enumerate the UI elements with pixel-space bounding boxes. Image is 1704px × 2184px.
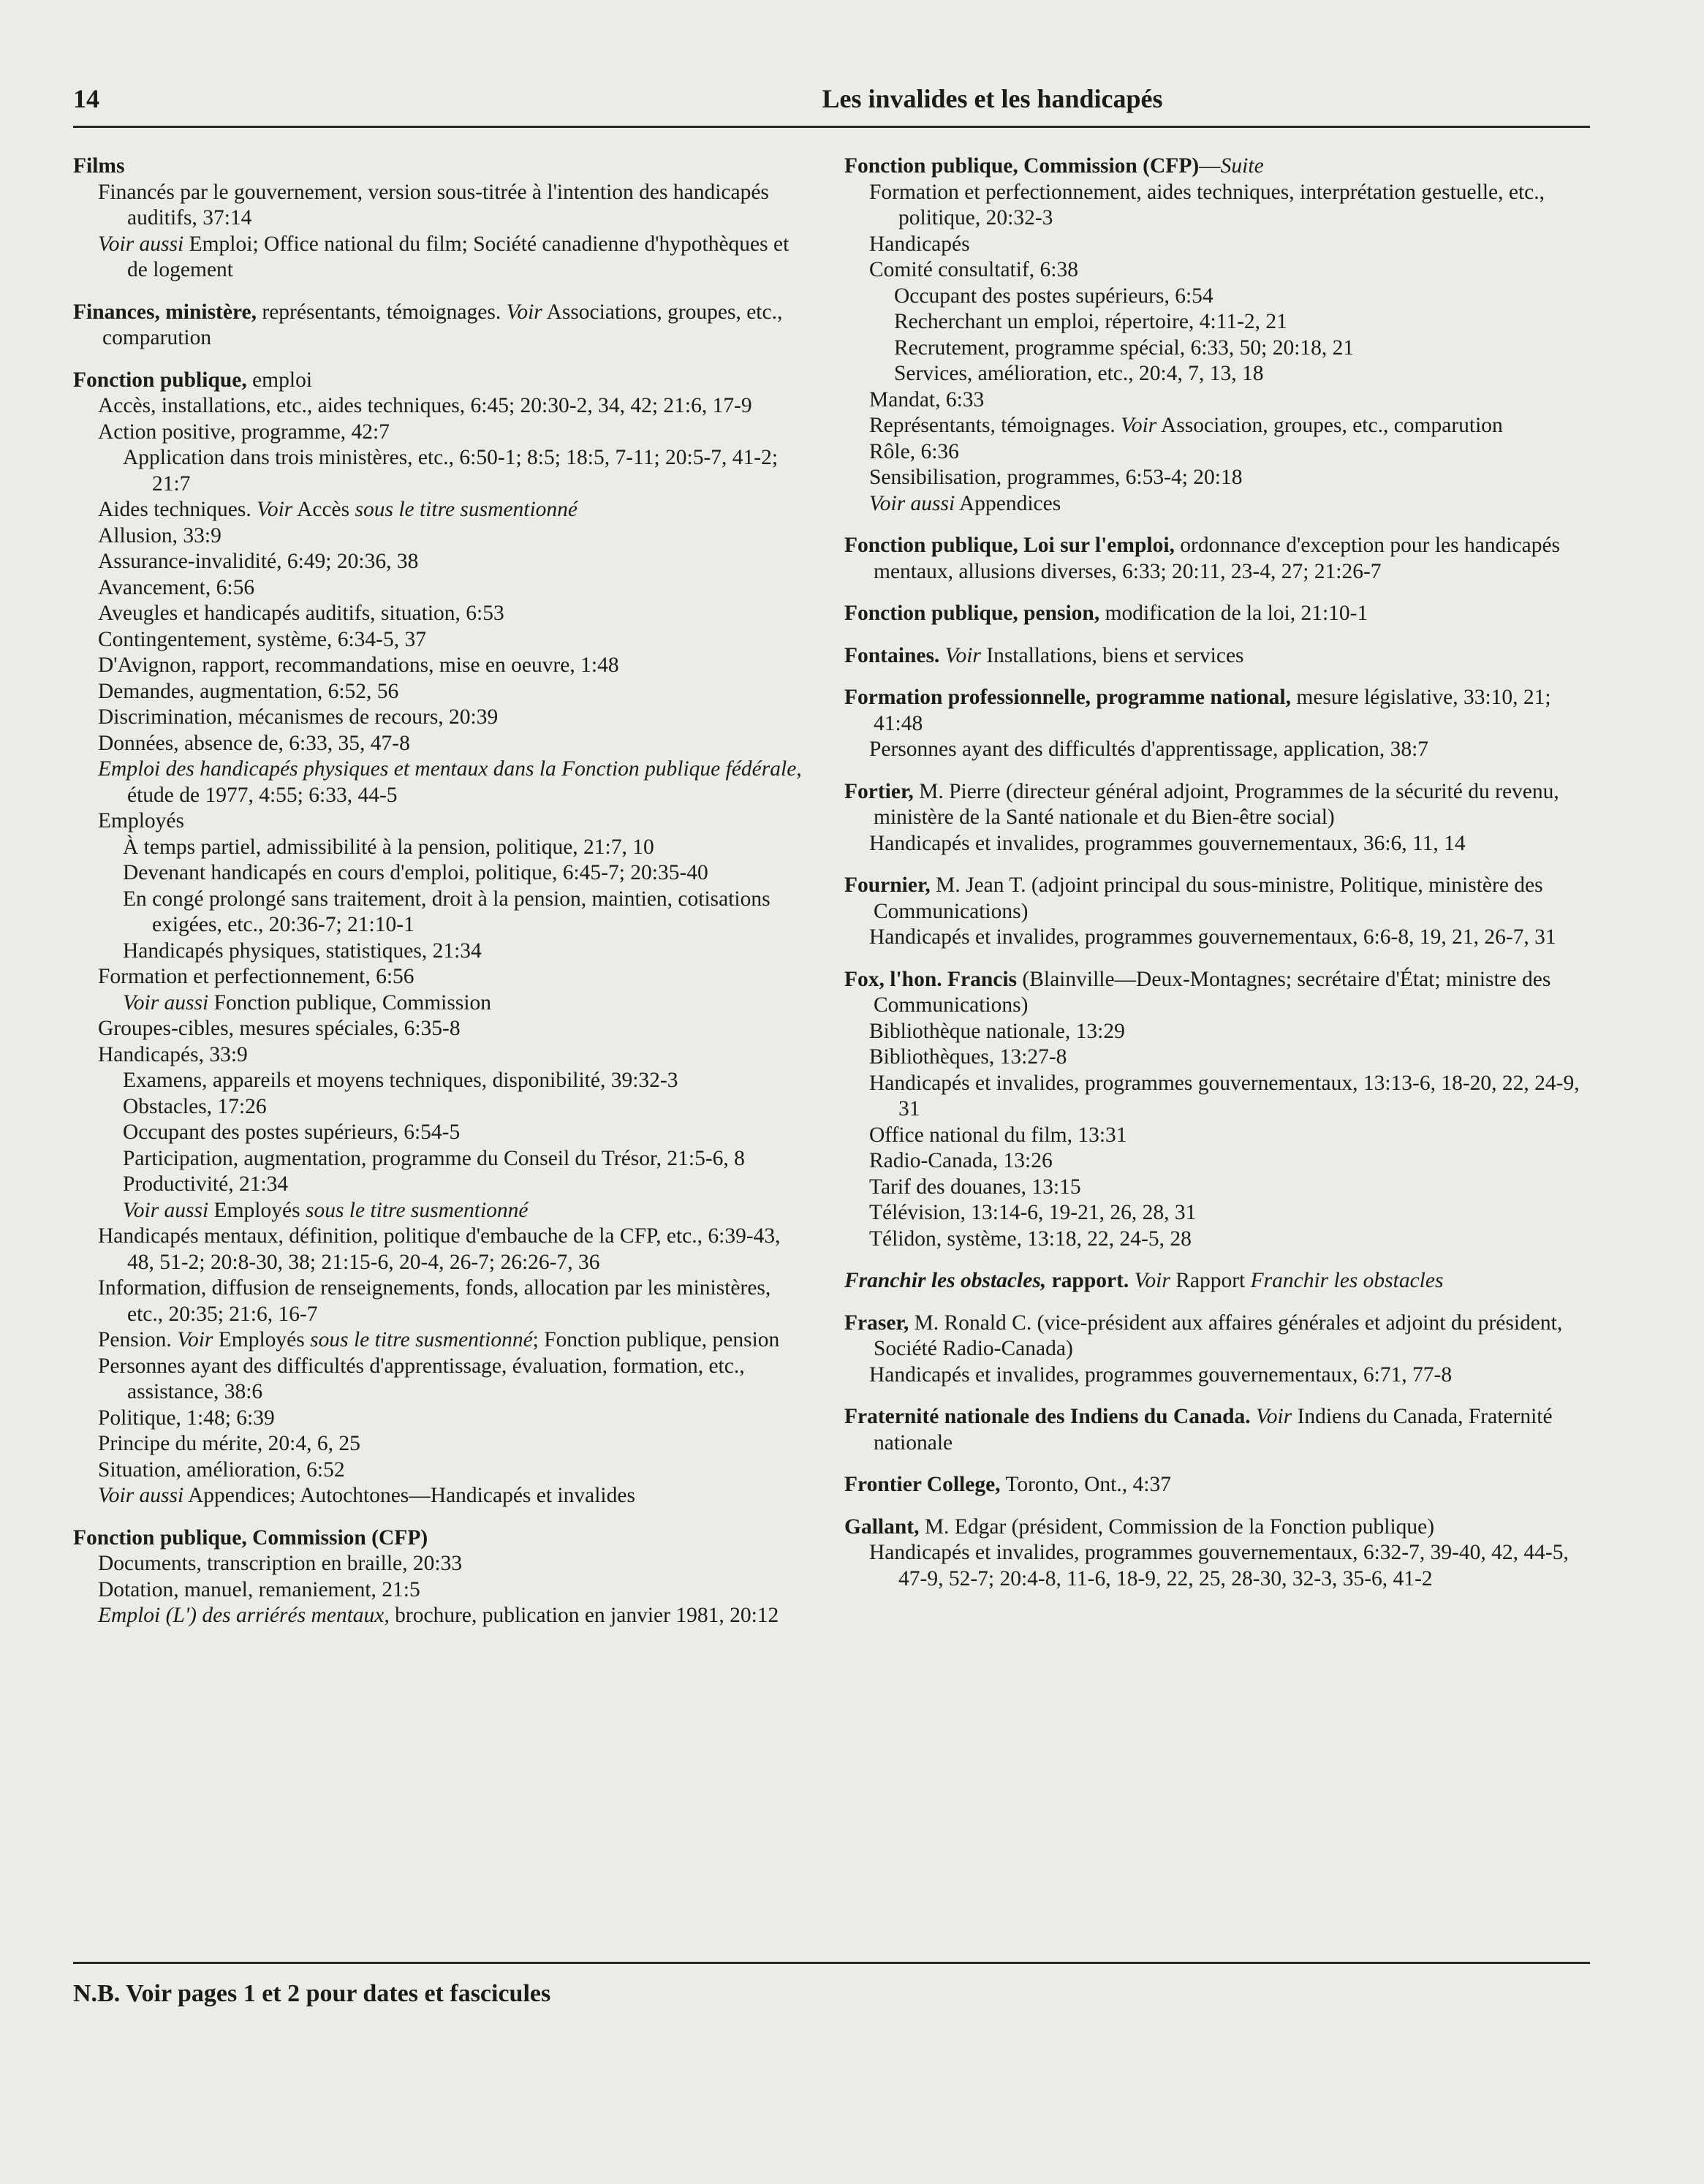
entry-subentry: Obstacles, 17:26: [123, 1094, 267, 1118]
entry-subentry: Situation, amélioration, 6:52: [98, 1457, 345, 1482]
footer-note: N.B. Voir pages 1 et 2 pour dates et fascicules: [73, 1962, 1590, 2008]
entry-subentry: Rôle, 6:36: [869, 439, 959, 463]
entry-subentry: Aides techniques. Voir Accès sous le titre susmentionné: [98, 498, 578, 521]
entry-subentry: Handicapés et invalides, programmes gouvernementaux, 36:6, 11, 14: [869, 831, 1466, 855]
entry-heading: Fortier, M. Pierre (directeur général adjoint, Programmes de la sécurité du revenu, ministère de la Santé nationale et du Bien-être social): [844, 779, 1559, 829]
entry-subentry: Information, diffusion de renseignements, fonds, allocation par les ministères, etc., 20:35; 21:6, 16-7: [98, 1276, 771, 1326]
entry-subentry: Handicapés et invalides, programmes gouvernementaux, 13:13-6, 18-20, 22, 24-9, 31: [869, 1071, 1580, 1121]
entry-subentry: Politique, 1:48; 6:39: [98, 1406, 275, 1430]
index-entry: [844, 1268, 1590, 1294]
entry-heading: Fonction publique, emploi: [73, 368, 313, 392]
entry-subentry: Emploi (L') des arriérés mentaux, brochure, publication en janvier 1981, 20:12: [98, 1604, 779, 1627]
index-entry: [73, 300, 804, 352]
entry-subentry: Employés: [98, 809, 184, 833]
entry-subentry: En congé prolongé sans traitement, droit à la pension, maintien, cotisations exigées, etc., 20:36-7; 21:10-1: [123, 887, 770, 936]
entry-heading: Fournier, M. Jean T. (adjoint principal du sous-ministre, Politique, ministère des Communications): [844, 873, 1543, 923]
entry-subentry: Handicapés: [869, 232, 970, 256]
entry-subentry: Accès, installations, etc., aides techniques, 6:45; 20:30-2, 34, 42; 21:6, 17-9: [98, 394, 752, 417]
entry-heading: Gallant, M. Edgar (président, Commission de la Fonction publique): [844, 1514, 1435, 1539]
entry-subentry: Groupes-cibles, mesures spéciales, 6:35-8: [98, 1017, 461, 1040]
running-title: Les invalides et les handicapés: [822, 84, 1163, 113]
entry-subentry: Assurance-invalidité, 6:49; 20:36, 38: [98, 550, 419, 573]
entry-subentry: Voir aussi Emploi; Office national du film; Société canadienne d'hypothèques et de logement: [98, 232, 789, 281]
entry-subentry: Demandes, augmentation, 6:52, 56: [98, 679, 399, 703]
entry-subentry: Occupant des postes supérieurs, 6:54-5: [123, 1121, 461, 1144]
entry-subentry: Financés par le gouvernement, version sous-titrée à l'intention des handicapés auditifs, 37:14: [98, 180, 769, 230]
entry-subentry: Discrimination, mécanismes de recours, 20:39: [98, 705, 499, 729]
entry-heading: Fonction publique, Commission (CFP): [73, 1525, 428, 1550]
entry-heading: Fraternité nationale des Indiens du Canada. Voir Indiens du Canada, Fraternité nationale: [844, 1405, 1553, 1455]
entry-subentry: Tarif des douanes, 13:15: [869, 1175, 1081, 1199]
entry-subentry: Formation et perfectionnement, aides techniques, interprétation gestuelle, etc., politique, 20:32-3: [869, 180, 1545, 230]
entry-subentry: Action positive, programme, 42:7: [98, 420, 390, 444]
entry-subentry: Principe du mérite, 20:4, 6, 25: [98, 1432, 360, 1455]
entry-subentry: Handicapés et invalides, programmes gouvernementaux, 6:6-8, 19, 21, 26-7, 31: [869, 925, 1556, 949]
entry-subentry: Devenant handicapés en cours d'emploi, politique, 6:45-7; 20:35-40: [123, 861, 708, 884]
index-entry: [844, 1404, 1590, 1456]
entry-heading: Fontaines. Voir Installations, biens et services: [844, 643, 1244, 667]
index-column-right: [844, 153, 1590, 1608]
entry-subentry: Télévision, 13:14-6, 19-21, 26, 28, 31: [869, 1201, 1197, 1224]
index-entry: [844, 1472, 1590, 1498]
index-entry: [844, 643, 1590, 670]
index-column-left: [73, 153, 804, 1645]
index-entry: [844, 1514, 1590, 1593]
entry-subentry: Sensibilisation, programmes, 6:53-4; 20:18: [869, 466, 1243, 489]
entry-subentry: Voir aussi Fonction publique, Commission: [123, 990, 492, 1015]
index-entry: [844, 779, 1590, 857]
entry-subentry: Emploi des handicapés physiques et mentaux dans la Fonction publique fédérale, étude de 1977, 4:55; 6:33, 44-5: [98, 757, 802, 807]
entry-subentry: Pension. Voir Employés sous le titre susmentionné; Fonction publique, pension: [98, 1328, 780, 1351]
entry-heading: Fonction publique, Loi sur l'emploi, ordonnance d'exception pour les handicapés mentaux, allusions diverses, 6:33; 20:11, 23-4, 27; 21:26-7: [844, 534, 1561, 583]
entry-subentry: Handicapés, 33:9: [98, 1042, 248, 1066]
index-entry: [844, 601, 1590, 627]
entry-subentry: Occupant des postes supérieurs, 6:54: [894, 284, 1213, 308]
entry-subentry: Bibliothèques, 13:27-8: [869, 1045, 1067, 1069]
entry-subentry: Application dans trois ministères, etc., 6:50-1; 8:5; 18:5, 7-11; 20:5-7, 41-2; 21:7: [123, 446, 779, 496]
index-entry: [73, 1525, 804, 1629]
entry-subentry: Examens, appareils et moyens techniques, disponibilité, 39:32-3: [123, 1069, 678, 1092]
entry-subentry: Handicapés et invalides, programmes gouvernementaux, 6:32-7, 39-40, 42, 44-5, 47-9, 52-7; 20:4-8, 11-6, 18-9, 22, 25, 28-30, 32-3, 35-6, 41-2: [869, 1541, 1569, 1590]
entry-heading: Films: [73, 154, 125, 178]
index-entry: [844, 533, 1590, 585]
entry-subentry: Personnes ayant des difficultés d'apprentissage, évaluation, formation, etc., assistance, 38:6: [98, 1354, 745, 1403]
entry-heading: Fox, l'hon. Francis (Blainville—Deux-Montagnes; secrétaire d'État; ministre des Communications): [844, 967, 1551, 1017]
entry-heading: Fonction publique, pension, modification de la loi, 21:10-1: [844, 602, 1368, 625]
entry-subentry: Recherchant un emploi, répertoire, 4:11-2, 21: [894, 310, 1287, 333]
entry-subentry: Handicapés physiques, statistiques, 21:34: [123, 939, 482, 963]
entry-subentry: À temps partiel, admissibilité à la pension, politique, 21:7, 10: [123, 835, 654, 859]
entry-subentry: Productivité, 21:34: [123, 1172, 289, 1196]
entry-subentry: Personnes ayant des difficultés d'apprentissage, application, 38:7: [869, 738, 1429, 761]
entry-heading: Franchir les obstacles, rapport. Voir Rapport Franchir les obstacles: [844, 1269, 1444, 1292]
entry-subentry: Aveugles et handicapés auditifs, situation, 6:53: [98, 602, 504, 625]
page-header: [73, 73, 1590, 128]
index-entry: [844, 1311, 1590, 1389]
entry-heading: Fonction publique, Commission (CFP)—Suite: [844, 154, 1264, 178]
entry-subentry: Voir aussi Employés sous le titre susmentionné: [123, 1198, 529, 1222]
page-number: 14: [73, 84, 99, 113]
entry-subentry: Office national du film, 13:31: [869, 1123, 1127, 1147]
entry-subentry: Formation et perfectionnement, 6:56: [98, 965, 414, 988]
entry-subentry: Données, absence de, 6:33, 35, 47-8: [98, 731, 410, 755]
entry-subentry: Mandat, 6:33: [869, 387, 985, 412]
entry-heading: Frontier College, Toronto, Ont., 4:37: [844, 1473, 1171, 1496]
index-entry: [73, 153, 804, 284]
entry-subentry: Comité consultatif, 6:38: [869, 258, 1078, 281]
entry-subentry: Voir aussi Appendices; Autochtones—Handicapés et invalides: [98, 1484, 635, 1507]
index-entry: [844, 873, 1590, 951]
index-entry: [844, 153, 1590, 517]
entry-subentry: Handicapés mentaux, définition, politique d'embauche de la CFP, etc., 6:39-43, 48, 51-2; 20:8-30, 38; 21:15-6, 20-4, 26-7; 26:26-7, 36: [98, 1224, 781, 1274]
entry-subentry: Voir aussi Appendices: [869, 491, 1061, 515]
entry-subentry: Handicapés et invalides, programmes gouvernementaux, 6:71, 77-8: [869, 1362, 1453, 1387]
entry-subentry: Avancement, 6:56: [98, 575, 255, 599]
entry-subentry: Dotation, manuel, remaniement, 21:5: [98, 1577, 420, 1601]
entry-subentry: Allusion, 33:9: [98, 523, 221, 547]
index-entry: [73, 368, 804, 1509]
entry-subentry: Représentants, témoignages. Voir Association, groupes, etc., comparution: [869, 414, 1503, 437]
entry-subentry: D'Avignon, rapport, recommandations, mise en oeuvre, 1:48: [98, 653, 619, 677]
entry-subentry: Recrutement, programme spécial, 6:33, 50; 20:18, 21: [894, 335, 1355, 360]
entry-subentry: Participation, augmentation, programme du Conseil du Trésor, 21:5-6, 8: [123, 1146, 745, 1170]
entry-subentry: Contingentement, système, 6:34-5, 37: [98, 627, 426, 651]
index-entry: [844, 967, 1590, 1253]
entry-heading: Finances, ministère, représentants, témoignages. Voir Associations, groupes, etc., comparution: [73, 300, 783, 349]
entry-subentry: Documents, transcription en braille, 20:33: [98, 1552, 463, 1575]
entry-heading: Fraser, M. Ronald C. (vice-président aux affaires générales et adjoint du président, Société Radio-Canada): [844, 1311, 1563, 1360]
entry-heading: Formation professionnelle, programme national, mesure législative, 33:10, 21; 41:48: [844, 686, 1551, 735]
entry-subentry: Radio-Canada, 13:26: [869, 1149, 1053, 1172]
entry-subentry: Télidon, système, 13:18, 22, 24-5, 28: [869, 1226, 1192, 1251]
index-entry: [844, 685, 1590, 763]
entry-subentry: Services, amélioration, etc., 20:4, 7, 13, 18: [894, 362, 1264, 385]
entry-subentry: Bibliothèque nationale, 13:29: [869, 1019, 1125, 1043]
